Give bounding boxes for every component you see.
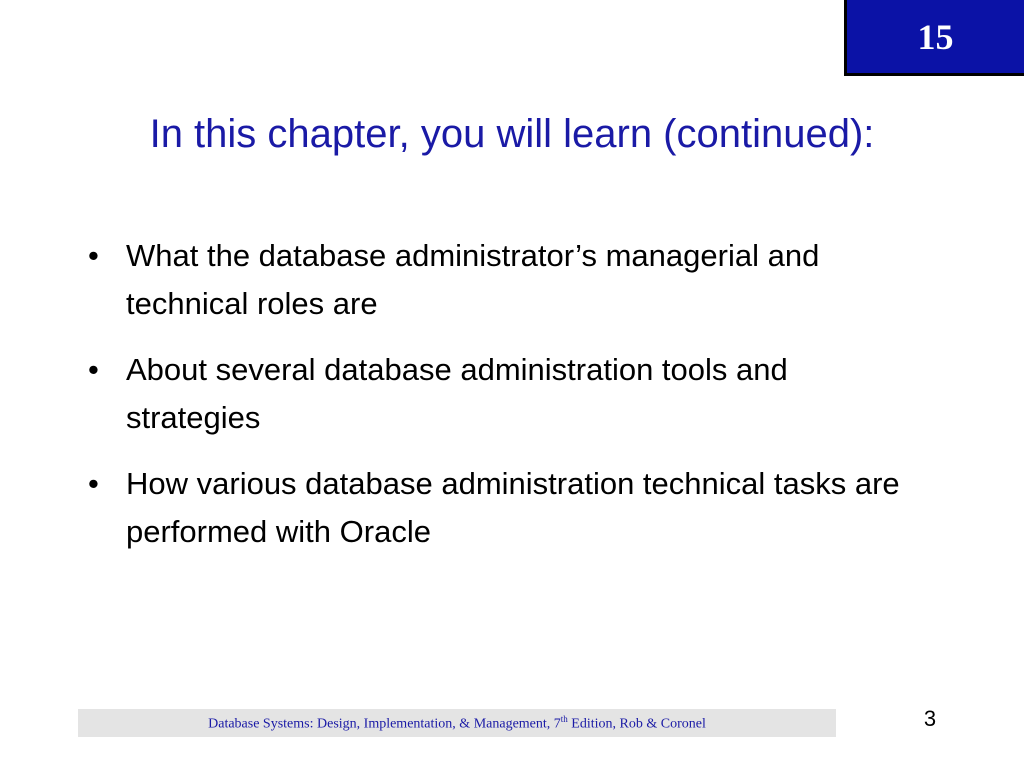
footer-superscript: th [560,713,568,724]
footer-text-after: Edition, Rob & Coronel [567,716,706,732]
footer-citation [208,714,706,733]
bullet-text: What the database administrator’s managerial and technical roles are [126,238,820,321]
bullet-list [88,232,918,574]
bullet-icon: • [88,352,99,387]
footer-bar [78,709,836,737]
bullet-icon: • [88,238,99,273]
bullet-item [88,346,918,442]
bullet-text: How various database administration technical tasks are performed with Oracle [126,466,900,549]
bullet-icon: • [88,466,99,501]
footer-text-before: Database Systems: Design, Implementation, & Management, 7 [208,716,561,732]
bullet-text: About several database administration tools and strategies [126,352,788,435]
bullet-item [88,232,918,328]
chapter-badge [844,0,1024,76]
slide-number: 3 [923,706,937,731]
bullet-item [88,460,918,556]
chapter-number: 15 [917,16,954,57]
slide-title: In this chapter, you will learn (continued): [149,112,875,156]
